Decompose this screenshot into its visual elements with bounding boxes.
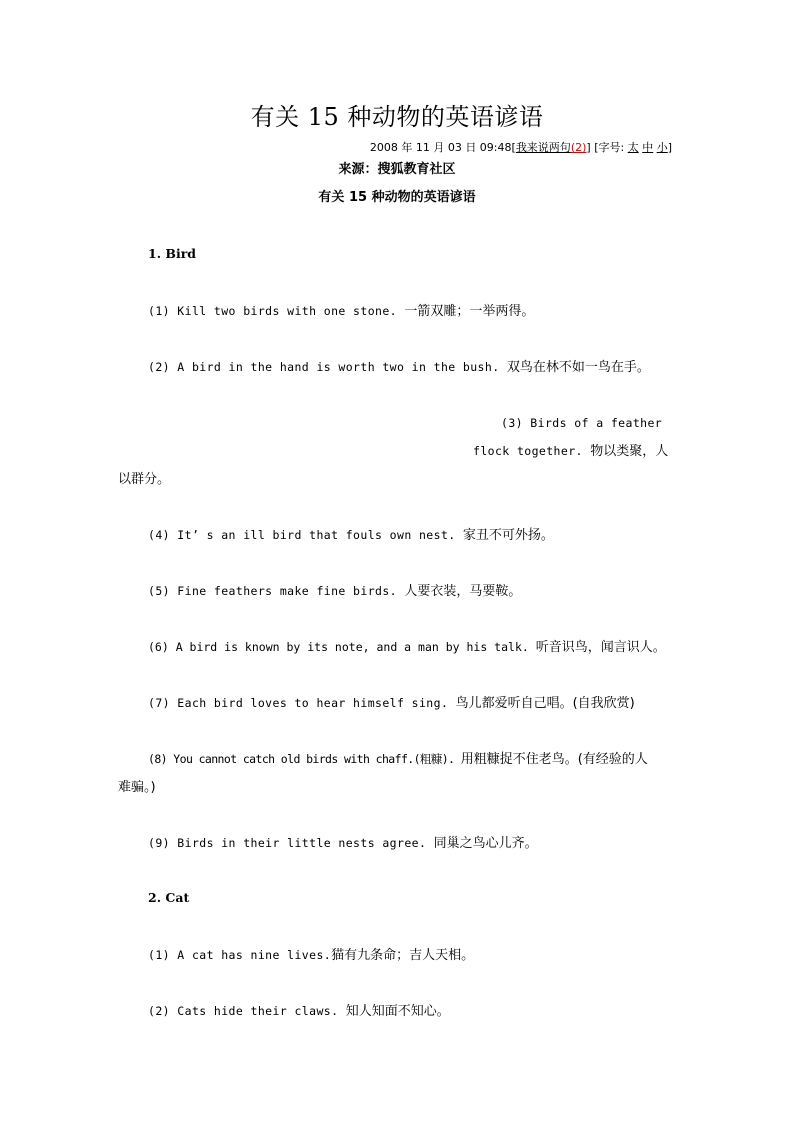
proverb-chinese: 鸟儿都爱听自己唱。(自我欣赏) [455, 696, 635, 711]
proverb-item [148, 749, 648, 769]
comment-count-link[interactable]: (2) [570, 141, 587, 154]
proverb-chinese: 难骗。) [118, 780, 156, 795]
proverb-chinese: 同巢之鸟心儿齐。 [433, 836, 538, 851]
proverb-item [148, 945, 474, 965]
proverb-english: flock together. [473, 444, 591, 458]
section-heading-cat: 2. Cat [148, 890, 190, 905]
proverb-chinese: 物以类聚，人 [590, 444, 669, 459]
proverb-item-line3 [118, 469, 170, 489]
page-title: 有关 15 种动物的英语谚语 [250, 103, 544, 131]
font-size-large-link[interactable]: 太 [627, 141, 639, 154]
proverb-english: (7) Each bird loves to hear himself sing. [148, 696, 456, 710]
proverb-english: (6) A bird is known by its note, and a man by his talk. [148, 640, 536, 654]
proverb-english: (2) Cats hide their claws. [148, 1004, 346, 1018]
proverb-english: (4) It’ s an ill bird that fouls own nest. [148, 528, 463, 542]
section-heading-bird: 1. Bird [148, 246, 197, 261]
proverb-chinese: 家丑不可外扬。 [462, 528, 554, 543]
proverb-chinese: 用粗糠捉不住老鸟。(有经验的人 [460, 752, 648, 767]
proverb-chinese: 人要衣装，马要鞍。 [404, 584, 522, 599]
proverb-english: (5) Fine feathers make fine birds. [148, 584, 405, 598]
comment-link[interactable]: 我来说两句 [515, 141, 571, 154]
bracket: ] [586, 141, 591, 154]
proverb-chinese: 听音识鸟，闻言识人。 [535, 640, 666, 655]
article-source: 来源：搜狐教育社区 [338, 162, 456, 177]
article-meta [370, 141, 672, 155]
proverb-item [148, 1001, 450, 1021]
font-size-small-link[interactable]: 小 [656, 141, 668, 154]
font-size-medium-link[interactable]: 中 [642, 141, 654, 154]
bracket: ] [667, 141, 672, 154]
font-size-label: [字号: [590, 141, 628, 154]
publish-date: 2008 年 11 月 03 日 09:48 [369, 141, 512, 154]
proverb-chinese: 一箭双雕；一举两得。 [404, 304, 535, 319]
bracket: [ [511, 141, 516, 154]
proverb-item [148, 637, 666, 657]
proverb-english: (9) Birds in their little nests agree. [148, 836, 434, 850]
proverb-english: (2) A bird in the hand is worth two in the bush. [148, 360, 507, 374]
proverb-item-line1 [501, 413, 662, 432]
proverb-english: (3) Birds of a feather [501, 416, 663, 430]
proverb-item-cont [118, 777, 156, 797]
proverb-item [148, 301, 534, 321]
proverb-english: (1) Kill two birds with one stone. [148, 304, 405, 318]
proverb-chinese: 以群分。 [118, 472, 171, 487]
proverb-english: (8) You cannot catch old birds with chaff.(粗糠). [148, 752, 461, 766]
proverb-item [148, 581, 521, 601]
proverb-item [148, 525, 554, 545]
proverb-item [148, 357, 650, 377]
proverb-english: (1) A cat has nine lives. [148, 948, 332, 962]
proverb-item [148, 833, 538, 853]
proverb-chinese: 知人知面不知心。 [345, 1004, 450, 1019]
proverb-chinese: 双鸟在林不如一鸟在手。 [506, 360, 650, 375]
article-subtitle: 有关 15 种动物的英语谚语 [318, 190, 476, 205]
proverb-item-line2 [473, 441, 668, 461]
proverb-item [148, 693, 635, 713]
proverb-chinese: 猫有九条命；吉人天相。 [331, 948, 475, 963]
